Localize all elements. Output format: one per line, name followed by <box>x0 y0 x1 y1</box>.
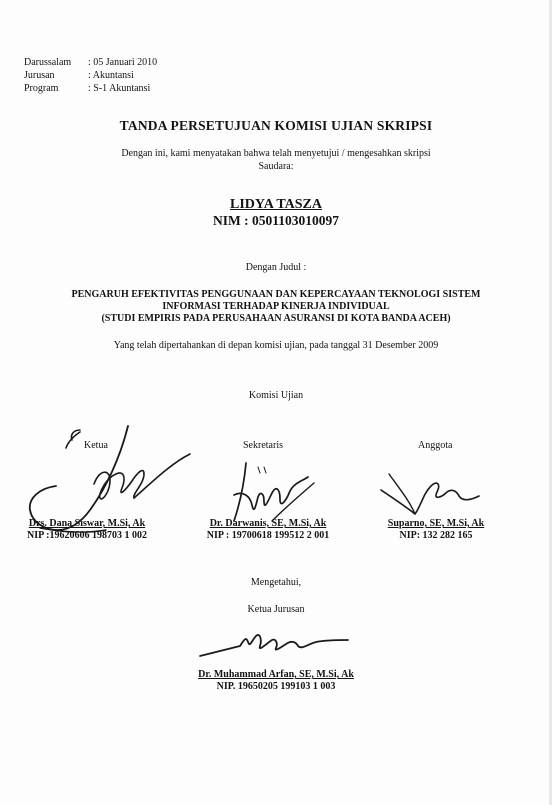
student-name: LIDYA TASZA <box>230 197 322 212</box>
header-value: : Akuntansi <box>88 70 134 81</box>
header-row-program <box>24 82 157 95</box>
student-nim: NIM : 0501103010097 <box>213 213 339 228</box>
role-ketua: Ketua <box>84 440 108 451</box>
defended-text: Yang telah dipertahankan di depan komisi ujian, pada tanggal 31 Desember 2009 <box>113 340 439 351</box>
head-name: Dr. Muhammad Arfan, SE, M.Si, Ak <box>198 669 354 680</box>
role-sekretaris: Sekretaris <box>243 440 283 451</box>
anggota-name: Suparno, SE, M.Si, Ak <box>387 518 485 529</box>
komisi-label: Komisi Ujian <box>248 390 304 401</box>
anggota-nip: NIP: 132 282 165 <box>399 530 473 541</box>
header-info <box>24 56 157 95</box>
ketua-jurusan-signature-image <box>196 628 356 668</box>
header-label: Darussalam <box>24 57 72 68</box>
thesis-title-line: INFORMASI TERHADAP KINERJA INDIVIDUAL <box>162 301 390 312</box>
sekretaris-block <box>173 518 363 542</box>
mengetahui-label: Mengetahui, <box>250 577 302 588</box>
header-label: Jurusan <box>24 70 55 81</box>
ketua-nip: NIP :19620606 198703 1 002 <box>27 530 147 541</box>
thesis-title <box>0 289 552 325</box>
anggota-block <box>341 518 531 542</box>
head-nip: NIP. 19650205 199103 1 003 <box>216 681 336 692</box>
header-row-date <box>24 56 157 69</box>
header-value: : 05 Januari 2010 <box>88 57 158 68</box>
ketua-name: Drs. Dana Siswar, M.Si, Ak <box>28 518 146 529</box>
sekretaris-name: Dr. Darwanis, SE, M.Si, Ak <box>209 518 327 529</box>
header-label: Program <box>24 83 59 94</box>
ketua-jurusan-label: Ketua Jurusan <box>247 604 305 615</box>
header-value: : S-1 Akuntansi <box>88 83 151 94</box>
intro-line: Dengan ini, kami menyatakan bahwa telah menyetujui / mengesahkan skripsi <box>121 148 431 159</box>
intro-text <box>0 147 552 173</box>
role-anggota: Anggota <box>418 440 453 451</box>
document-title: TANDA PERSETUJUAN KOMISI UJIAN SKRIPSI <box>119 118 433 133</box>
header-row-jurusan <box>24 69 157 82</box>
intro-line: Saudara: <box>258 161 294 172</box>
judul-label: Dengan Judul : <box>245 262 307 273</box>
ketua-block <box>0 518 182 542</box>
thesis-title-line: (STUDI EMPIRIS PADA PERUSAHAAN ASURANSI DI KOTA BANDA ACEH) <box>101 313 451 324</box>
sekretaris-nip: NIP : 19700618 199512 2 001 <box>206 530 330 541</box>
thesis-title-line: PENGARUH EFEKTIVITAS PENGGUNAAN DAN KEPERCAYAAN TEKNOLOGI SISTEM <box>71 289 481 300</box>
